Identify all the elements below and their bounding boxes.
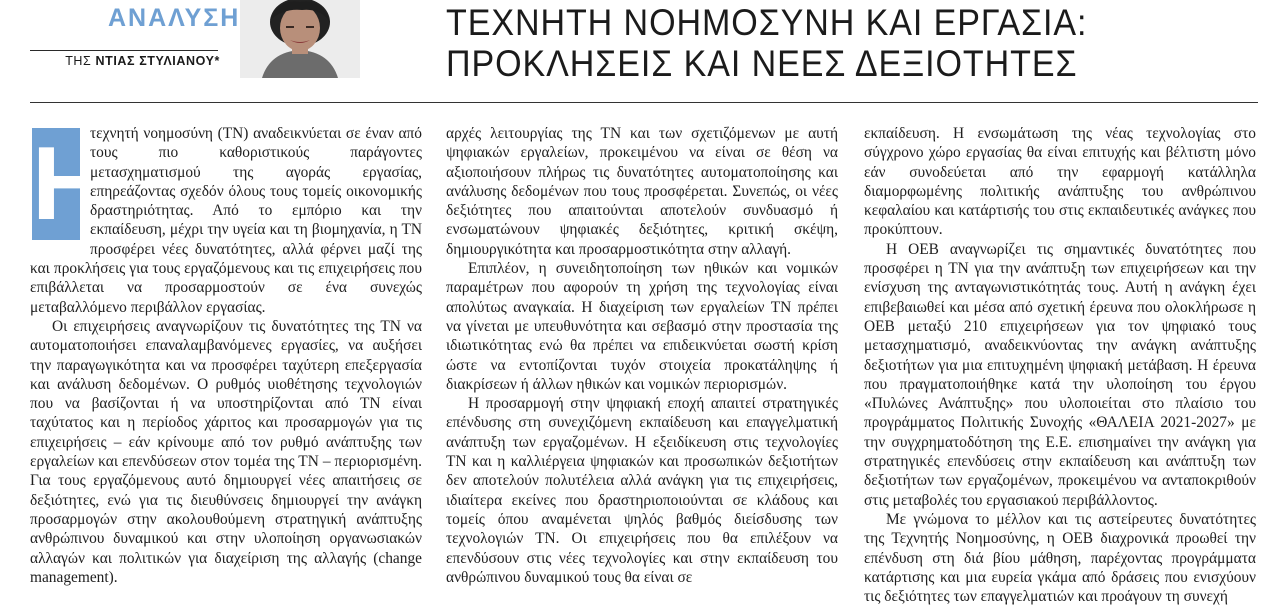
section-label: ΑΝΑΛΥΣΗ [108,4,241,32]
article-column-3 [864,124,1256,606]
article-paragraph: Οι επιχειρήσεις αναγνωρίζουν τις δυνατότητες της ΤΝ να αυτοματοποιήσει επαναλαμβανόμενες εργασίες, να αυξήσει την παραγωγικότητα και να προσφέρει ταχύτερη επεξεργασία και ανάλυση δεδομένων. Ο ρυθμός υιοθέτησης τεχνολογιών που να βασίζονται ή να υποστηρίζονται από ΤΝ είναι ταχύτατος και η περίοδος χάριτος και προσαρμογών για τις επιχειρήσεις – εάν κρίνουμε από τον ρυθμό ανάπτυξης των εργαλείων και επενδύσεων στον τομέα της ΤΝ – περιορισμένη. Για τους εργαζόμενους αυτό δημιουργεί νέες απαιτήσεις σε δεξιότητες, ενώ για τις διευθύνσεις δημιουργεί την ανάγκη προσαρμογών στην ακολουθούμενη στρατηγική ανάπτυξης ανθρώπινου δυναμικού και στην υλοποίηση οργανωσιακών αλλαγών και πολιτικών για διαχείριση της αλλαγής (change management). [30,317,422,586]
headline-line-1: ΤΕΧΝΗΤΗ ΝΟΗΜΟΣΥΝΗ ΚΑΙ ΕΡΓΑΣΙΑ: [446,2,1088,43]
portrait-illustration [240,0,360,78]
paragraph-text: τεχνητή νοημοσύνη (ΤΝ) αναδεικνύεται σε έναν από τους πιο καθοριστικούς παράγοντες μετασχηματισμού της αγοράς εργασίας, επηρεάζοντας σχεδόν όλους τους τομείς οικονομικής δραστηριότητας. Από το εμπόριο και την εκπαίδευση, μέχρι την υγεία και τη βιομηχανία, η ΤΝ προσφέρει νέες δυνατότητες, αλλά φέρνει μαζί της και προκλήσεις για τους εργαζόμενους και τις επιχειρήσεις που επιβάλλεται να προσαρμοστούν σε ένα συνεχώς μεταβαλλόμενο περιβάλλον εργασίας. [30,125,422,316]
headline-line-2: ΠΡΟΚΛΗΣΕΙΣ ΚΑΙ ΝΕΕΣ ΔΕΞΙΟΤΗΤΕΣ [446,43,1078,84]
article-column-2 [446,124,838,586]
byline [30,54,220,68]
header-divider [30,102,1258,103]
article-column-1 [30,124,422,586]
article-paragraph: Επιπλέον, η συνειδητοποίηση των ηθικών και νομικών παραμέτρων που αφορούν τη χρήση της τεχνολογίας είναι απολύτως αναγκαία. Η διαχείριση των εργαλείων ΤΝ πρέπει να γίνεται με υπευθυνότητα και σεβασμό στην προστασία της ιδιωτικότητας ενώ θα πρέπει να επιδεικνύεται σωστή κρίση ώστε να εντοπίζονται τυχόν στοιχεία προκατάληψης ή διακρίσεων ή άλλων ηθικών και νομικών περιορισμών. [446,260,838,393]
author-portrait [240,0,360,78]
article-paragraph: Η προσαρμογή στην ψηφιακή εποχή απαιτεί στρατηγικές επένδυσης στη συνεχιζόμενη εκπαίδευση και επαγγελματική ανάπτυξη των εργαζομένων. Η εξειδίκευση στις τεχνολογίες ΤΝ και η καλλιέργεια ψηφιακών και προσωπικών δεξιοτήτων δεν αποτελούν πολυτέλεια αλλά ανάγκη για τις επιχειρήσεις, ιδιαίτερα εκείνες που δραστηριοποιούνται σε κλάδους και τομείς όπου αναμένεται ψηλός βαθμός διείσδυσης των τεχνολογιών ΤΝ. Οι επιχειρήσεις που θα επιλέξουν να επενδύσουν στις νέες τεχνολογίες και στην εκπαίδευση του ανθρώπινου δυναμικού τους θα είναι σε [446,395,838,586]
article-paragraph [30,124,422,317]
byline-divider [30,50,218,51]
article-headline [446,2,1256,84]
article-paragraph: Με γνώμονα το μέλλον και τις αστείρευτες δυνατότητες της Τεχνητής Νοημοσύνης, η ΟΕΒ διαχρονικά προωθεί την επένδυση στη διά βίου μάθηση, παρέχοντας προγράμματα κατάρτισης και μια ευρεία γκάμα από δράσεις που ενισχύουν τις δεξιότητες των επαγγελματιών και προάγουν τη συνεχή [864,510,1256,606]
byline-prefix: ΤΗΣ [65,54,92,68]
article-paragraph: αρχές λειτουργίας της ΤΝ και των σχετιζόμενων με αυτή ψηφιακών εργαλείων, προκειμένου να είναι σε θέση να αξιοποιήσουν πλήρως τις δυνατότητες αυτοματοποίησης και ανάλυσης δεδομένων που τους προσφέρεται. Συνεπώς, οι νέες δεξιότητες που απαιτούνται αποτελούν συνδυασμό ή ενσωματώνουν ψηφιακές δεξιότητες, κριτική σκέψη, δημιουργικότητα και προσαρμοστικότητα στην αλλαγή. [446,125,838,258]
article-header [0,0,1280,104]
author-name: ΝΤΙΑΣ ΣΤΥΛΙΑΝΟΥ* [95,54,220,68]
article-paragraph: Η ΟΕΒ αναγνωρίζει τις σημαντικές δυνατότητες που προσφέρει η ΤΝ για την ανάπτυξη των επιχειρήσεων και την ενίσχυση της ανταγωνιστικότητάς τους. Αυτή η ανάγκη έχει επιβεβαιωθεί και μέσα από σχετική έρευνα που ολοκλήρωσε η ΟΕΒ μεταξύ 210 επιχειρήσεων για τον ψηφιακό τους μετασχηματισμό, αναδεικνύοντας την ανάγκη ανάπτυξης δεξιοτήτων για μια επιτυχημένη ψηφιακή μετάβαση. Η έρευνα που πραγματοποιήθηκε κατά την υλοποίηση του έργου «Πυλώνες Ανάπτυξης» που υλοποιείται στο πλαίσιο του προγράμματος Πολιτικής Συνοχής «ΘΑΛΕΙΑ 2021-2027» με την συγχρηματοδότηση της Ε.Ε. επισημαίνει την ανάγκη για στρατηγικές επενδύσεις στην εκπαίδευση και ανάπτυξη των δεξιοτήτων των εργαζομένων, προκειμένου να ανταποκριθούν στις μεταβολές του εργασιακού περιβάλλοντος. [864,240,1256,509]
drop-cap: Η [32,126,108,242]
article-paragraph: εκπαίδευση. Η ενσωμάτωση της νέας τεχνολογίας στο σύγχρονο χώρο εργασίας θα είναι επιτυχής και βέλτιστη μόνο εάν συνοδεύεται από την εφαρμογή κατάλληλα διαμορφωμένης πολιτικής ανάπτυξης του ανθρώπινου κεφαλαίου και κατάρτισής του στις εκπαιδευτικές ανάγκες που προκύπτουν. [864,125,1256,239]
